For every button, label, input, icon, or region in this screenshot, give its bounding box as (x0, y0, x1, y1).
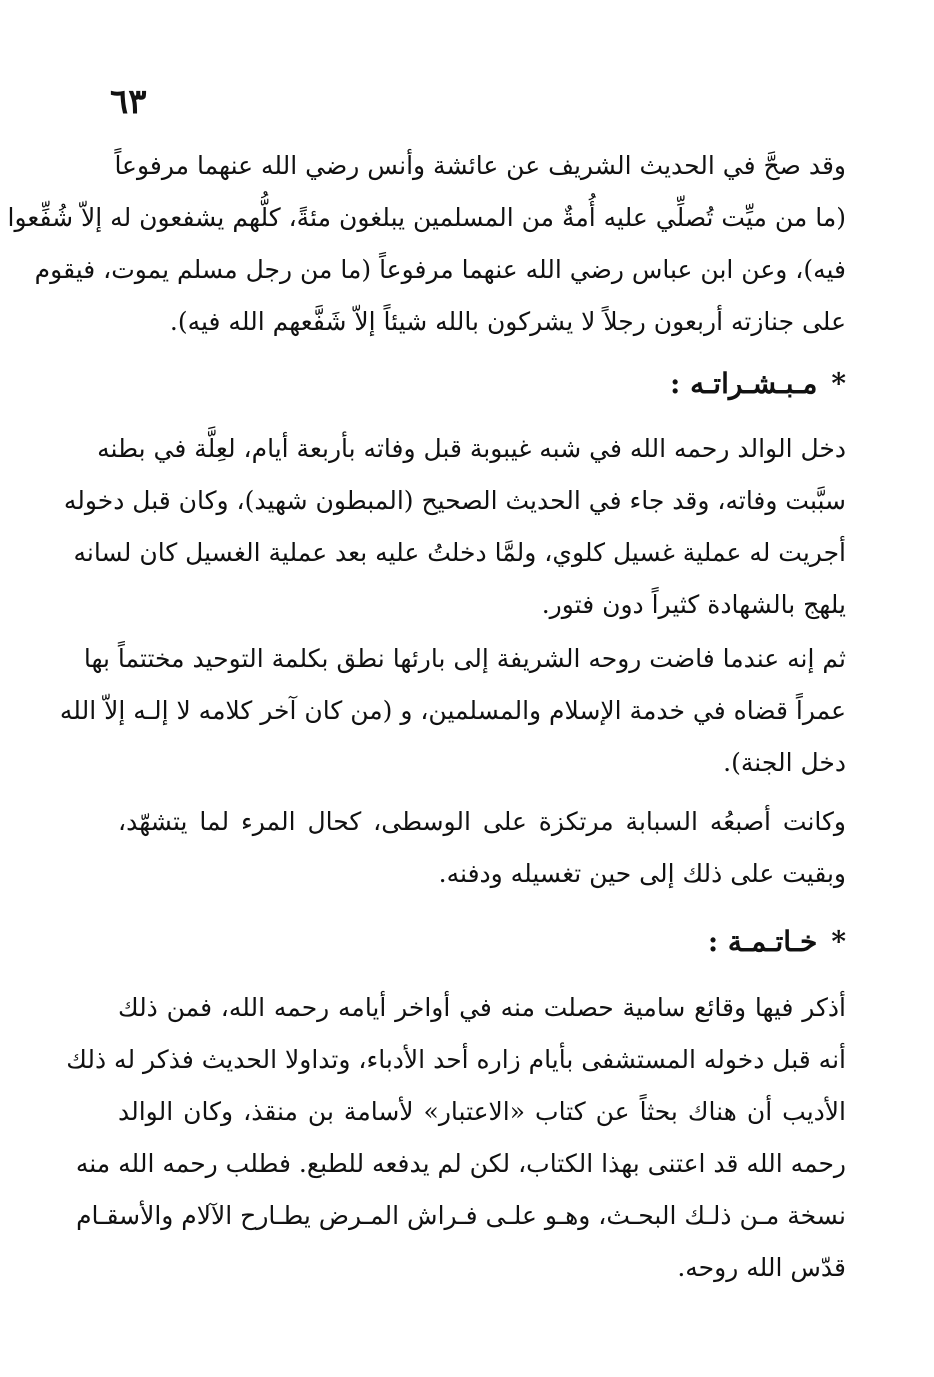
text-line: وكانت أصبعُه السبابة مرتكزة على الوسطى، كحال المرء لما يتشهّد، (118, 807, 846, 836)
text-line: أذكر فيها وقائع سامية حصلت منه في أواخر أيامه رحمه الله، فمن ذلك (118, 993, 846, 1022)
paragraph-death (59, 633, 846, 789)
asterisk-icon: * (831, 925, 846, 958)
text-line: سبَّبت وفاته، وقد جاء في الحديث الصحيح (المبطون شهيد)، وكان قبل دخوله (63, 486, 846, 515)
text-line: رحمه الله قد اعتنى بهذا الكتاب، لكن لم يدفعه للطبع. فطلب رحمه الله منه (75, 1149, 846, 1178)
text-line: نسخة مـن ذلـك البحـث، وهـو علـى فـراش المـرض يطـارح الآلام والأسقـام (76, 1201, 846, 1230)
text-line: أنه قبل دخوله المستشفى بأيام زاره أحد الأدباء، وتداولا الحديث فذكر له ذلك (66, 1045, 846, 1074)
text-line: قدّس الله روحه. (677, 1253, 846, 1282)
text-line: وبقيت على ذلك إلى حين تغسيله ودفنه. (438, 859, 846, 888)
text-line: الأديب أن هناك بحثاً عن كتاب «الاعتبار» لأسامة بن منقذ، وكان الوالد (118, 1097, 846, 1126)
text-line: فيه)، وعن ابن عباس رضي الله عنهما مرفوعاً (ما من رجل مسلم يموت، فيقوم (34, 255, 846, 284)
asterisk-icon: * (831, 367, 846, 400)
text-line: عمراً قضاه في خدمة الإسلام والمسلمين، و (من كان آخر كلامه لا إلـه إلاّ الله (59, 696, 846, 725)
heading-text: مـبـشـراتـه : (669, 367, 818, 400)
text-line: يلهج بالشهادة كثيراً دون فتور. (541, 590, 846, 619)
paragraph-conclusion (66, 982, 846, 1294)
text-line: ثم إنه عندما فاضت روحه الشريفة إلى بارئها نطق بكلمة التوحيد مختتماً بها (83, 644, 846, 673)
text-line: أجريت له عملية غسيل كلوي، ولمَّا دخلتُ عليه بعد عملية الغسيل كان لسانه (73, 538, 846, 567)
paragraph-illness (63, 423, 846, 631)
section-heading-khatima (708, 922, 846, 962)
page-number: ٦٣ (110, 82, 147, 122)
paragraph-hadith (7, 140, 846, 348)
text-line: دخل الجنة). (723, 748, 846, 777)
heading-text: خـاتـمـة : (707, 925, 818, 958)
paragraph-finger (118, 796, 846, 900)
text-line: (ما من ميِّت تُصلِّي عليه أُمةٌ من المسلمين يبلغون مئةً، كلُّهم يشفعون له إلاّ شُفِّعوا (7, 203, 846, 232)
section-heading-mubashshirat (670, 364, 846, 404)
text-line: وقد صحَّ في الحديث الشريف عن عائشة وأنس رضي الله عنهما مرفوعاً (114, 151, 846, 180)
text-line: على جنازته أربعون رجلاً لا يشركون بالله شيئاً إلاّ شَفَّعهم الله فيه). (169, 307, 846, 336)
text-line: دخل الوالد رحمه الله في شبه غيبوبة قبل وفاته بأربعة أيام، لعِلَّة في بطنه (97, 434, 846, 463)
